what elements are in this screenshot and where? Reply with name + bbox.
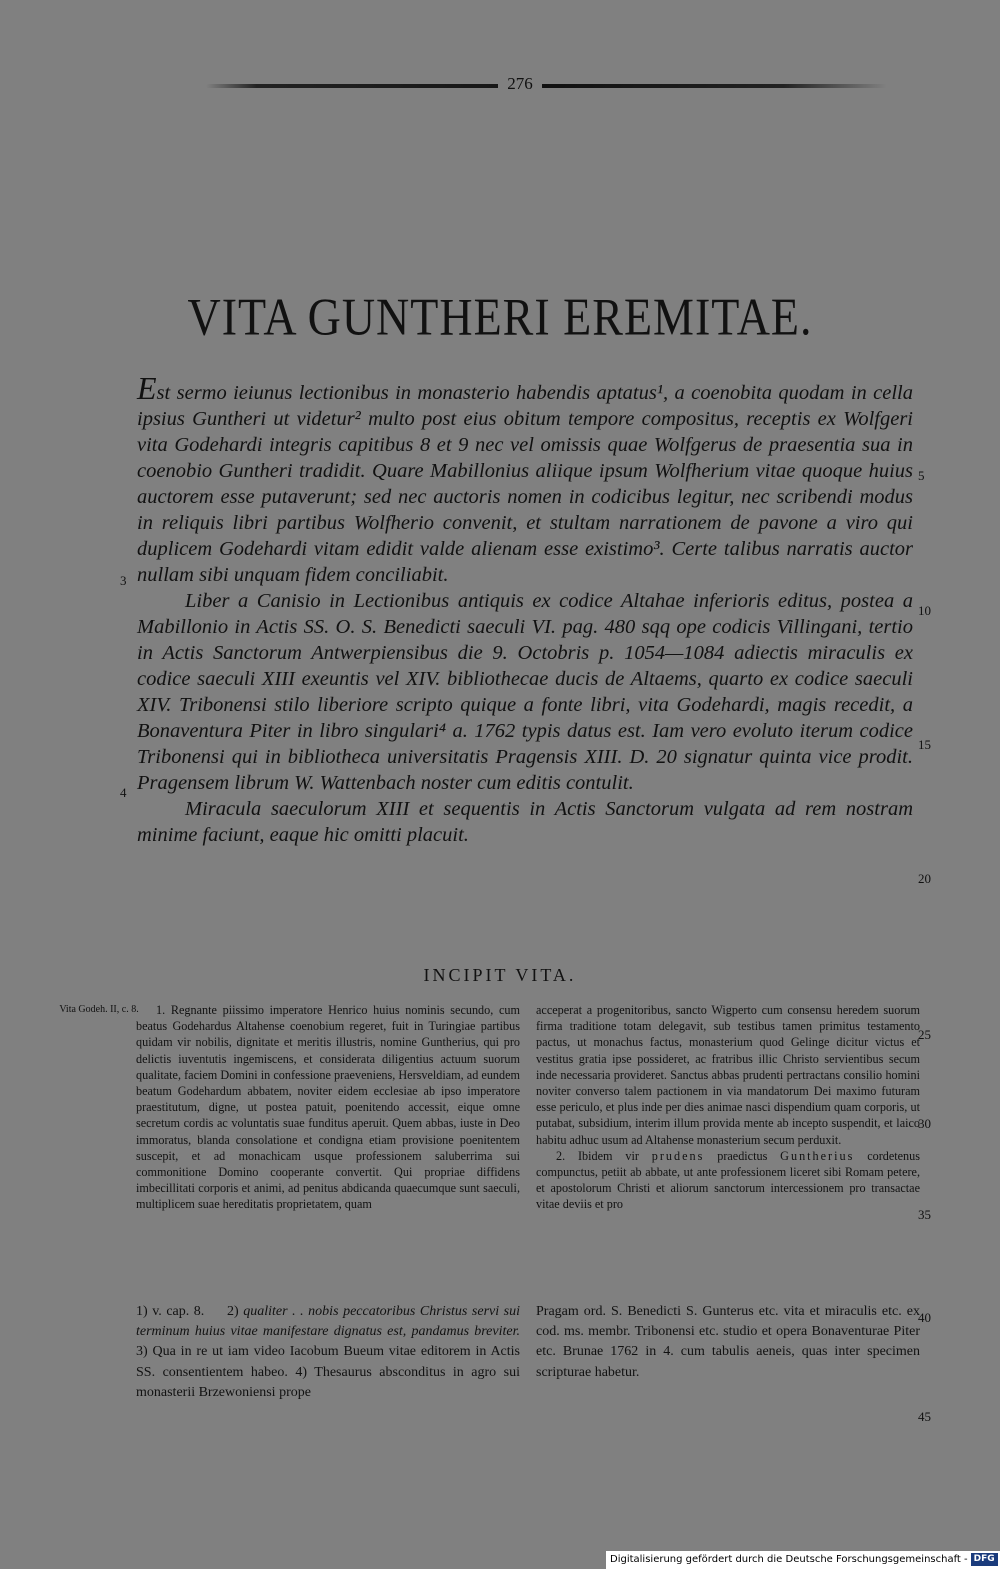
footnote-3: 3) Qua in re ut iam video Iacobum Bueum vitae editorem in Actis SS. consentientem habeo. <box>136 1344 520 1380</box>
footnote <box>136 1302 520 1403</box>
footnotes-right <box>536 1302 920 1383</box>
body-paragraph: acceperat a progenitoribus, sancto Wigperto cum consensu heredem suorum firma traditione totam delegavit, sub testibus tamen primitus testamento pactus, ut monachus factus, monasterium quod Gelinge dicitur victus et vestitus gratia ipse possideret, ac fratribus illic Christo servientibus secum inde necessaria provideret. Sanctus abbas prudenti pertractans consilio homini noviter converso talem pactionem in via mandatorum Dei maximo futuram esse periculo, et plus inde per dies animae nasci dispendium quam corporis, ut putabat, subsidium, interim illum provida mente ab incepto suspendit, et laico habitu adhuc usum ad Altahense monasterium secum perduxit. <box>536 1003 920 1147</box>
footer-text: Digitalisierung gefördert durch die Deutsche Forschungsgemeinschaft - <box>610 1554 968 1565</box>
header-rule-right <box>542 84 887 88</box>
page-title: VITA GUNTHERI EREMITAE. <box>187 287 813 346</box>
footnote-2-text: qualiter . . nobis peccatoribus Christus servi sui terminum huius vitae manifestare dignatus est, pandamus breviter. <box>136 1304 521 1340</box>
footnotes-left <box>136 1302 520 1403</box>
intro-paragraph-3: Miracula saeculorum XIII et sequentis in Actis Sanctorum vulgata ad rem nostram minime faciunt, eaque hic omitti placuit. <box>137 798 913 846</box>
footnote-marker-left: 3 <box>120 573 127 588</box>
line-number: 45 <box>918 1409 931 1424</box>
footnote-marker-left: 4 <box>120 785 127 800</box>
intro-paragraph-1: Est sermo ieiunus lectionibus in monasterio habendis aptatus¹, a coenobita quodam in cella ipsius Guntheri ut videtur² multo post eius obitum tempore compositus, receptis ex Wolfgeri vita Godehardi integris capitibus 8 et 9 nec vel omissis quae Wolfgerus de praesentia sua in coenobio Guntheri tradidit. Quare Mabillonius aliique ipsum Wolfherium vitae quoque huius auctorem esse putaverunt; sed nec auctoris nomen in codicibus legitur, nec scribendi modus in reliquis libri partibus Wolfherio convenit, et stultam narrationem de pavone a viro qui duplicem Godehardi vitam edidit valde alienam esse existimo³. Certe talibus narratis auctor nullam sibi unquam fidem conciliabit. <box>137 370 913 586</box>
intro-paragraph-2: Liber a Canisio in Lectionibus antiquis ex codice Altahae inferioris editus, postea a Mabillonio in Actis SS. O. S. Benedicti saeculi VI. pag. 480 sqq ope codicis Villingani, tertio in Actis Sanctorum Antwerpiensibus die 9. Octobris p. 1054—1084 adiectis miraculis ex codice saeculi XIII exeuntis vel XIV. bibliothecae ducis de Altaems, quarto ex codice saeculi XIV. Tribonensi stilo liberiore scripto quique a fonte libri, vita Godehardi, magis recedit, a Bonaventura Piter in libro singulari⁴ a. 1762 typis datus est. Iam vero evoluto iterum codice Tribonensi qui in bibliotheca universitatis Pragensis XIII. D. 20 signatur quinta vice prodit. Pragensem librum W. Wattenbach noster cum editis contulit. <box>137 590 913 794</box>
dfg-logo-icon[interactable]: DFG <box>971 1553 998 1566</box>
line-number: 15 <box>918 737 931 752</box>
spaced-word: Guntherius <box>780 1148 855 1163</box>
footnote-4: 4) Thesaurus absconditus in agro sui monasterii Brzewoniensi prope <box>136 1364 520 1400</box>
body-column-left <box>136 1002 520 1213</box>
drop-cap: E <box>137 370 157 406</box>
body-paragraph: 1. Regnante piissimo imperatore Henrico huius nominis secundo, cum beatus Godehardus Altahense coenobium regeret, fuit in Turingiae partibus quidam vir nobilis, dignitate et meritis illustris, nomine Guntherius, qui pro delictis iuventutis ingemiscens, et considerata diligentius actuum suorum qualitate, faciem Domini in confessione praeveniens, Hersveldiam, ad eundem beatum Godehardum abbatem, noviter eidem ecclesiae ab ipso imperatore praestitutum, digne, ut postea patuit, poenitendo accessit, eique omne secretum cordis ac voluntatis suae funditus aperuit. Quem abbas, iuste in Deo immoratus, blanda consolatione et condigna etiam provisione poenitentem suscepit, et ad monachicam usque professionem saluberrima sui commonitione Domino cooperante convertit. Qui propriae diffidens imbecillitati corporis et animi, ad penitus abdicanda quaecumque sunt saeculi, multiplicem suae hereditatis proprietatem, quam <box>136 1003 520 1212</box>
footer-banner <box>606 1551 1000 1569</box>
line-number: 35 <box>918 1207 931 1222</box>
body-paragraph: 2. Ibidem vir prudens praedictus Guntherius cordetenus compunctus, petiit ab abbate, ut ante professionem liceret sibi Romam petere, et apostolorum Christi et aliorum sanctorum intercessionem pro transactae vitae deviis et pro <box>536 1148 920 1212</box>
body-column-right <box>536 1002 920 1213</box>
spaced-word: prudens <box>651 1148 705 1163</box>
footnote-1: 1) v. cap. 8. <box>136 1304 205 1319</box>
footnote-2-label: 2) <box>227 1304 239 1319</box>
footnote-continued: Pragam ord. S. Benedicti S. Gunterus etc. vita et miraculis etc. ex cod. ms. membr. Tribonensi etc. studio et opera Bonaventurae Piter etc. Brunae 1762 in 4. cum tabulis aeneis, quas inter specimen scripturae habetur. <box>536 1304 920 1380</box>
line-number: 20 <box>918 871 931 886</box>
marginal-note: Vita Godeh. II, c. 8. <box>59 1004 139 1015</box>
section-heading: INCIPIT VITA. <box>423 965 577 985</box>
line-number: 40 <box>918 1310 931 1325</box>
page-header <box>130 74 910 98</box>
line-number: 10 <box>918 603 931 618</box>
introduction <box>137 370 913 848</box>
line-number: 25 <box>918 1027 931 1042</box>
line-number: 30 <box>918 1116 931 1131</box>
line-number: 5 <box>918 468 925 483</box>
page-number: 276 <box>498 74 542 94</box>
